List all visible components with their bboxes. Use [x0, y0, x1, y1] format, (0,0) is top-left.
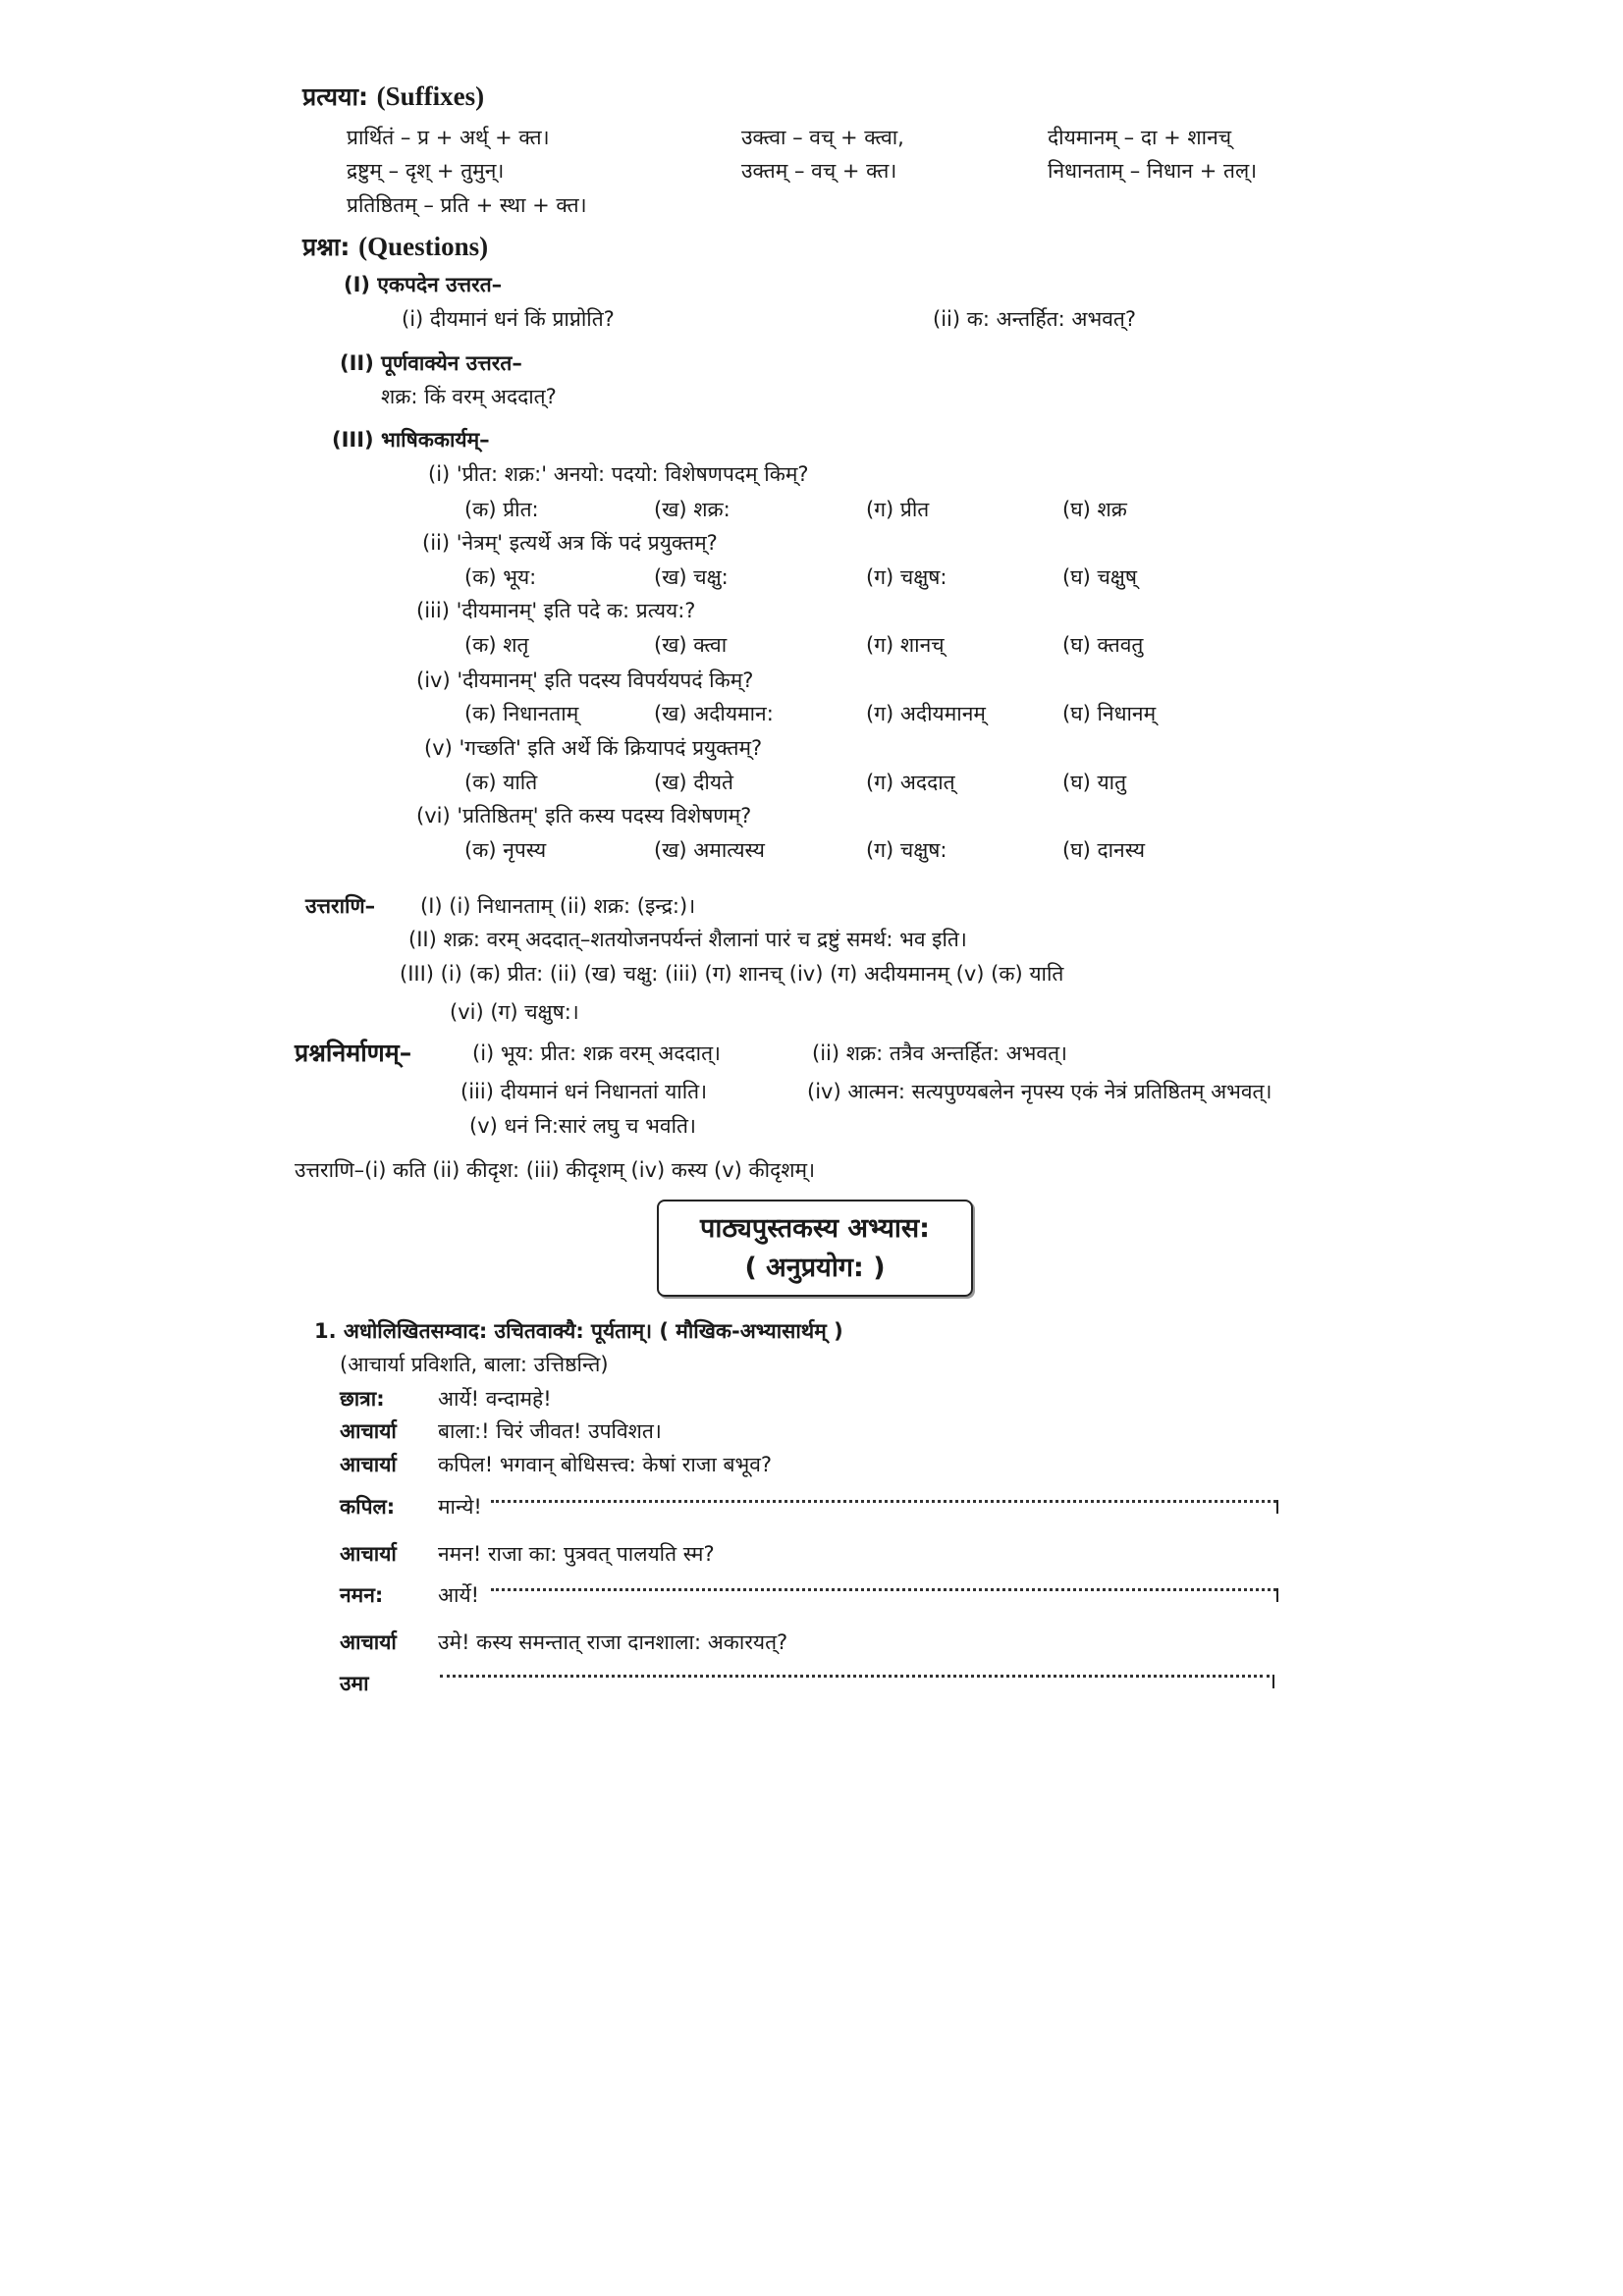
- questions-heading-en: (Questions): [358, 232, 489, 261]
- question-making-item: (iv) आत्मन: सत्यपुण्यबलेन नृपस्य एकं नेत्रं प्रतिष्ठितम् अभवत्।: [807, 1080, 1272, 1103]
- dialogue-speaker: आचार्या: [340, 1630, 397, 1654]
- answer-III: (III) (i) (क) प्रीत: (ii) (ख) चक्षु: (iii) (ग) शानच् (iv) (ग) अदीयमानम् (v) (क) याति: [400, 962, 1064, 986]
- answer-blank[interactable]: [440, 1675, 1270, 1678]
- mcq-option: (ग) शानच्: [866, 633, 945, 657]
- mcq-option: (क) प्रीत:: [464, 498, 539, 521]
- question-item: (ii) क: अन्तर्हित: अभवत्?: [933, 307, 1136, 331]
- mcq-option: (घ) क्तवतु: [1062, 633, 1144, 657]
- question-making-answers: उत्तराणि–(i) कति (ii) कीदृश: (iii) कीदृशम् (iv) कस्य (v) कीदृशम्।: [295, 1158, 816, 1182]
- mcq-option: (ग) अदीयमानम्: [866, 702, 986, 725]
- suffix-item: प्रार्थितं – प्र + अर्थ् + क्त।: [347, 126, 550, 149]
- mcq-question: (ii) 'नेत्रम्' इत्यर्थे अत्र किं पदं प्रयुक्तम्?: [422, 531, 718, 555]
- mcq-option: (ख) शक्र:: [654, 498, 730, 521]
- answer-III-cont: (vi) (ग) चक्षुष:।: [450, 1000, 579, 1024]
- suffix-item: दीयमानम् – दा + शानच्: [1048, 126, 1232, 149]
- dialogue-speaker: उमा: [340, 1672, 369, 1695]
- answers-label: उत्तराणि–: [305, 894, 376, 918]
- mcq-option: (घ) निधानम्: [1062, 702, 1157, 725]
- danda-mark: [1272, 1675, 1274, 1688]
- answer-I: (I) (i) निधानताम् (ii) शक्र: (इन्द्र:)।: [420, 894, 696, 918]
- mcq-question: (iv) 'दीयमानम्' इति पदस्य विपर्ययपदं किम्?: [416, 668, 754, 692]
- mcq-option: (ख) चक्षु:: [654, 565, 729, 589]
- suffix-item: द्रष्टुम् – दृश् + तुमुन्।: [347, 159, 505, 183]
- section-II-label: (II) पूर्णवाक्येन उत्तरत–: [340, 351, 522, 375]
- dialogue-speaker: आचार्या: [340, 1542, 397, 1566]
- dialogue-speaker: छात्रा:: [340, 1387, 385, 1411]
- dialogue-text: उमे! कस्य समन्तात् राजा दानशाला: अकारयत्?: [438, 1630, 788, 1654]
- mcq-question: (i) 'प्रीत: शक्र:' अनयो: पदयो: विशेषणपदम् किम्?: [428, 462, 809, 486]
- question-making-item: (i) भूय: प्रीत: शक्र वरम् अददात्।: [472, 1041, 721, 1065]
- mcq-option: (क) याति: [464, 771, 538, 794]
- danda-mark: [1276, 1588, 1278, 1602]
- mcq-option: (घ) चक्षुष्: [1062, 565, 1138, 589]
- suffix-item: प्रतिष्ठितम् – प्रति + स्था + क्त।: [347, 193, 587, 217]
- dialogue-text: नमन! राजा का: पुत्रवत् पालयति स्म?: [438, 1542, 715, 1566]
- dialogue-text: मान्ये!: [438, 1495, 482, 1519]
- suffix-item: उक्त्वा – वच् + क्त्वा,: [741, 126, 904, 149]
- suffix-item: निधानताम् – निधान + तल्।: [1048, 159, 1258, 183]
- question-making-item: (ii) शक्र: तत्रैव अन्तर्हित: अभवत्।: [812, 1041, 1068, 1065]
- question-item: शक्र: किं वरम् अददात्?: [381, 385, 557, 408]
- mcq-question: (iii) 'दीयमानम्' इति पदे क: प्रत्यय:?: [416, 599, 696, 622]
- mcq-option: (ख) अमात्यस्य: [654, 838, 765, 862]
- exercise-title-box: [657, 1200, 973, 1297]
- mcq-option: (क) शतृ: [464, 633, 529, 657]
- suffix-item: उक्तम् – वच् + क्त।: [741, 159, 897, 183]
- mcq-option: (ग) चक्षुष:: [866, 838, 947, 862]
- mcq-option: (घ) दानस्य: [1062, 838, 1146, 862]
- answer-blank[interactable]: [491, 1588, 1276, 1591]
- mcq-option: (घ) यातु: [1062, 771, 1127, 794]
- dialogue-speaker: नमन:: [340, 1583, 384, 1607]
- question-item: (i) दीयमानं धनं किं प्राप्नोति?: [402, 307, 615, 331]
- dialogue-speaker: कपिल:: [340, 1495, 396, 1519]
- answer-II: (II) शक्र: वरम् अददात्–शतयोजनपर्यन्तं शैलानां पारं च द्रष्टुं समर्थ: भव इति।: [408, 928, 967, 951]
- dialogue-speaker: आचार्या: [340, 1419, 397, 1443]
- dialogue-text: आर्ये! वन्दामहे!: [438, 1387, 552, 1411]
- question-making-item: (v) धनं नि:सारं लघु च भवति।: [469, 1114, 696, 1138]
- mcq-option: (ग) प्रीत: [866, 498, 930, 521]
- question-making-label: प्रश्ननिर्माणम्–: [295, 1039, 412, 1067]
- suffixes-heading-en: (Suffixes): [376, 81, 485, 111]
- mcq-option: (ग) अददात्: [866, 771, 955, 794]
- section-III-label: (III) भाषिककार्यम्–: [332, 428, 490, 452]
- question-making-item: (iii) दीयमानं धनं निधानतां याति।: [460, 1080, 708, 1103]
- dialogue-text: आर्ये!: [438, 1583, 480, 1607]
- suffixes-heading: [302, 82, 484, 111]
- mcq-option: (ग) चक्षुष:: [866, 565, 947, 589]
- mcq-option: (क) निधानताम्: [464, 702, 579, 725]
- suffixes-heading-hi: प्रत्यया:: [302, 82, 368, 111]
- mcq-option: (क) भूय:: [464, 565, 537, 589]
- exercise-box-line1: पाठ्यपुस्तकस्य अभ्यास:: [700, 1213, 930, 1244]
- questions-heading: [302, 233, 488, 261]
- mcq-question: (vi) 'प्रतिष्ठितम्' इति कस्य पदस्य विशेषणम्?: [416, 804, 752, 828]
- danda-mark: [1276, 1500, 1278, 1514]
- exercise-title: 1. अधोलिखितसम्वाद: उचितवाक्यै: पूर्यताम्। ( मौखिक-अभ्यासार्थम् ): [314, 1319, 843, 1343]
- mcq-option: (ख) क्त्वा: [654, 633, 728, 657]
- exercise-box-line2: ( अनुप्रयोग: ): [744, 1253, 886, 1283]
- mcq-option: (क) नृपस्य: [464, 838, 547, 862]
- questions-heading-hi: प्रश्ना:: [302, 233, 351, 261]
- answer-blank[interactable]: [491, 1500, 1276, 1503]
- dialogue-text: बाला:! चिरं जीवत! उपविशत।: [438, 1419, 662, 1443]
- dialogue-text: कपिल! भगवान् बोधिसत्त्व: केषां राजा बभूव?: [438, 1453, 773, 1476]
- mcq-option: (ख) दीयते: [654, 771, 733, 794]
- mcq-question: (v) 'गच्छति' इति अर्थे किं क्रियापदं प्रयुक्तम्?: [424, 736, 763, 760]
- section-I-label: (I) एकपदेन उत्तरत–: [344, 273, 503, 296]
- mcq-option: (घ) शक्र: [1062, 498, 1127, 521]
- dialogue-speaker: आचार्या: [340, 1453, 397, 1476]
- mcq-option: (ख) अदीयमान:: [654, 702, 774, 725]
- stage-direction: (आचार्या प्रविशति, बाला: उत्तिष्ठन्ति): [340, 1353, 609, 1376]
